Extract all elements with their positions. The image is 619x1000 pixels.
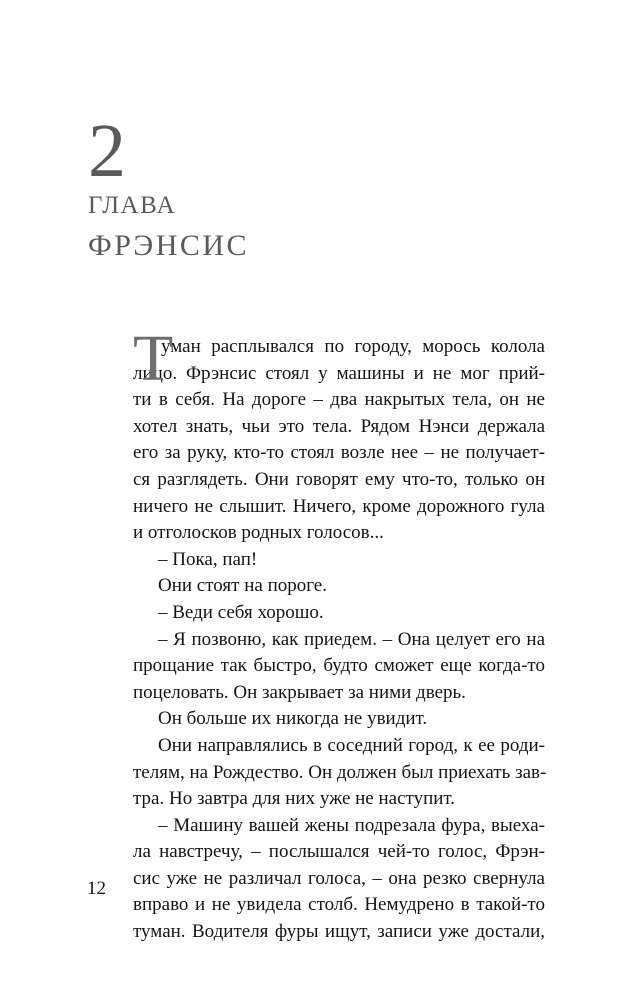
text-line: Они направлялись в соседний город, к ее роди-	[158, 734, 545, 756]
text-line: и отголосков родных голосов...	[133, 522, 384, 544]
text-line: хотел знать, чьи это тела. Рядом Нэнси держала	[133, 415, 545, 437]
text-line: его за руку, кто-то стоял возле нее – не получает-	[133, 442, 545, 464]
text-line: туман. Водителя фуры ищут, записи уже достали,	[133, 921, 545, 943]
drop-cap: Т	[133, 322, 174, 395]
text-line: ти в себя. На дороге – два накрытых тела, он не	[133, 389, 545, 411]
chapter-number: 2	[88, 109, 126, 193]
chapter-label: ГЛАВА	[88, 192, 177, 219]
text-line: лицо. Фрэнсис стоял у машины и не мог прий-	[133, 362, 545, 384]
chapter-title: ФРЭНСИС	[88, 229, 250, 262]
page-number: 12	[87, 878, 106, 899]
text-line: – Пока, пап!	[158, 548, 258, 570]
text-line: Они стоят на пороге.	[158, 575, 327, 597]
text-line: тра. Но завтра для них уже не наступит.	[133, 788, 456, 810]
text-line: сис уже не различал голоса, – она резко свернула	[133, 867, 545, 889]
text-line: вправо и не увидела столб. Немудрено в такой-то	[133, 894, 545, 916]
text-line: ла навстречу, – послышался чей-то голос, Фрэн-	[133, 841, 545, 863]
text-line: ся разглядеть. Они говорят ему что-то, только он	[133, 468, 545, 490]
text-line: – Веди себя хорошо.	[158, 601, 324, 623]
body-text	[133, 322, 547, 946]
text-line: телям, на Рождество. Он должен был приехать зав-	[133, 761, 547, 783]
text-line: – Машину вашей жены подрезала фура, выеха-	[158, 814, 545, 836]
text-line: ничего не слышит. Ничего, кроме дорожного гула	[133, 495, 545, 517]
text-line: уман расплывался по городу, морось колола	[161, 336, 545, 357]
text-line: Он больше их никогда не увидит.	[158, 708, 428, 730]
text-line: – Я позвоню, как приедем. – Она целует его на	[158, 628, 545, 650]
text-line: поцеловать. Он закрывает за ними дверь.	[133, 681, 466, 703]
text-line: прощание так быстро, будто сможет еще когда-то	[133, 655, 545, 677]
